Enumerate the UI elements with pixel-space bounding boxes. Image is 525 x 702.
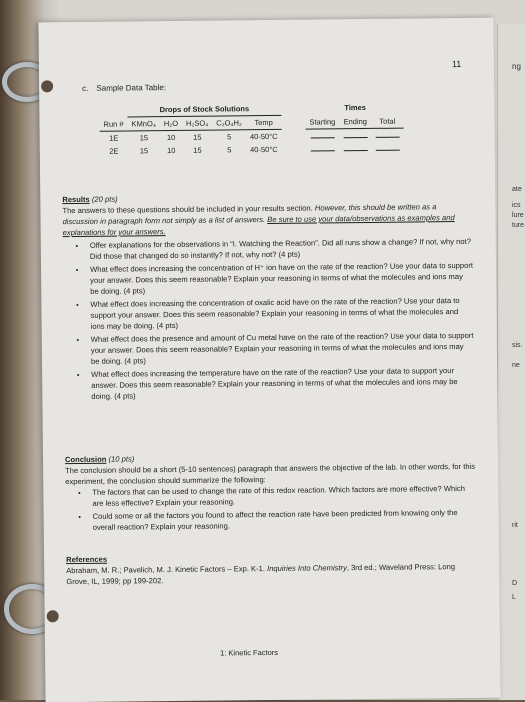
page-footer: 1: Kinetic Factors (220, 647, 279, 658)
results-intro-plain: The answers to these questions should be included in your results section. (62, 203, 315, 216)
citation-authors: Abraham, M. R.; Pavelich, M. J. Kinetic Factors – Exp. K-1. (66, 564, 268, 576)
references-title: References (66, 554, 108, 565)
page-number: 11 (451, 58, 462, 70)
list-item: • What effect does increasing the concentration of oxalic acid have on the rate of the reaction? Use your data to support your answer. Does this seem reasonable? Explain your reasoning in terms of what the molecules and ions may be doing. (4 pts) (87, 295, 473, 332)
blank-line (376, 144, 400, 151)
adjacent-fragment: ate (512, 186, 522, 193)
adjacent-fragment: ture (512, 222, 525, 229)
results-section (62, 190, 474, 404)
col-header: C₂O₄H₂ (212, 116, 246, 130)
table-cell: 15 (193, 132, 202, 142)
conclusion-title: Conclusion (64, 454, 107, 465)
adjacent-fragment: D (512, 580, 518, 587)
punch-hole-top (41, 80, 53, 92)
col-header: Temp (246, 115, 282, 129)
blank-line (310, 131, 334, 138)
col-header: Starting (305, 115, 339, 129)
list-item: • Offer explanations for the observations in “I. Watching the Reaction”. Did all runs show a change? If not, why not? Did those that changed do so instantly? If not, why not? (4 pts) (87, 236, 473, 262)
list-item: • What effect does increasing the concentration of H⁺ ion have on the rate of the reaction? Use your data to support your answer. Does this seem reasonable? Explain your reasoning in terms of what the molecules and ions may be doing. (4 pts) (87, 260, 473, 297)
table-cell: 5 (227, 145, 232, 155)
col-header: Total (371, 114, 403, 128)
conclusion-intro: The conclusion should be a short (5-10 sentences) paragraph that answers the objective of the lab. In other words, for this experiment, the conclusion should summarize the following: (65, 461, 476, 487)
table-cell: 5 (227, 132, 232, 142)
blank-line (343, 131, 367, 138)
col-header: H₂SO₄ (182, 116, 212, 130)
table-cell: 40-50°C (249, 131, 278, 142)
table-cell: 2E (109, 146, 119, 156)
adjacent-fragment: lure (512, 212, 524, 219)
adjacent-fragment: ics (512, 202, 521, 209)
reference-citation (66, 561, 476, 587)
section-label: c. (82, 83, 89, 93)
adjacent-fragment: ng (512, 62, 521, 71)
list-item: • Could some or all the factors you found to affect the reaction rate have been predicted from knowing only the overall reaction? Explain your reasoning. (90, 507, 476, 533)
blank-line (375, 131, 399, 138)
results-question-list (63, 236, 475, 402)
adjacent-fragment: L (512, 594, 516, 601)
document-page (38, 18, 500, 702)
list-item: • The factors that can be used to change the rate of this redox reaction. Which factors are more effective? Which are less effective? Explain your reasoning. (89, 483, 475, 509)
citation-publisher: , 3rd ed.; Waveland Press: Long Grove, IL, 1999; pp 199-202. (66, 562, 456, 587)
conclusion-points: (10 pts) (108, 454, 135, 464)
col-header: Run # (99, 117, 127, 131)
adjacent-fragment: sis. (512, 342, 523, 349)
col-header: Ending (339, 114, 371, 128)
table-cell: 10 (166, 132, 176, 143)
citation-title: Inquiries Into Chemistry (267, 563, 347, 574)
table-cell: 15 (139, 133, 149, 143)
results-intro-underline: Be sure to use your data/observations as examples and explanations for your answers. (62, 213, 455, 238)
col-header: KMnO₄ (127, 117, 159, 131)
table-cell: 1E (109, 133, 119, 143)
references-section (66, 550, 476, 587)
adjacent-page-edge (497, 24, 525, 700)
table-cell: 15 (193, 145, 202, 155)
section-title: Sample Data Table: (96, 83, 167, 93)
adjacent-fragment: rit (512, 522, 518, 529)
group-header-times: Times (344, 103, 366, 113)
col-header: H₂O (160, 116, 182, 130)
list-item: • What effect does the presence and amount of Cu metal have on the rate of the reaction? Use your data to support your answer. Does this seem reasonable? Explain your reasoning in terms of what the molecules and ions may be doing. (4 pts) (88, 330, 474, 367)
results-intro (62, 201, 472, 238)
results-title: Results (62, 194, 90, 205)
sample-data-table (99, 101, 403, 158)
adjacent-fragment: ne (512, 362, 520, 369)
results-points: (20 pts) (91, 194, 118, 204)
table-cell: 40-50°C (250, 144, 278, 155)
conclusion-list (65, 483, 475, 533)
blank-line (311, 144, 335, 151)
conclusion-section (65, 450, 476, 535)
section-c-heading (82, 83, 166, 93)
table-row (100, 142, 404, 158)
table-cell: 10 (167, 145, 176, 156)
list-item: • What effect does increasing the temperature have on the rate of the reaction? Use your data to support your answer. Does this seem reasonable? Explain your reasoning in terms of what the molecules and ions may be doing. (4 pts) (88, 365, 474, 402)
punch-hole-bottom (47, 610, 59, 622)
blank-line (344, 144, 368, 151)
table-cell: 15 (139, 146, 149, 156)
results-intro-italic: However, this should be written as a discussion in paragraph form not simply as a list of answers. (62, 202, 437, 227)
group-header-drops: Drops of Stock Solutions (127, 102, 281, 117)
